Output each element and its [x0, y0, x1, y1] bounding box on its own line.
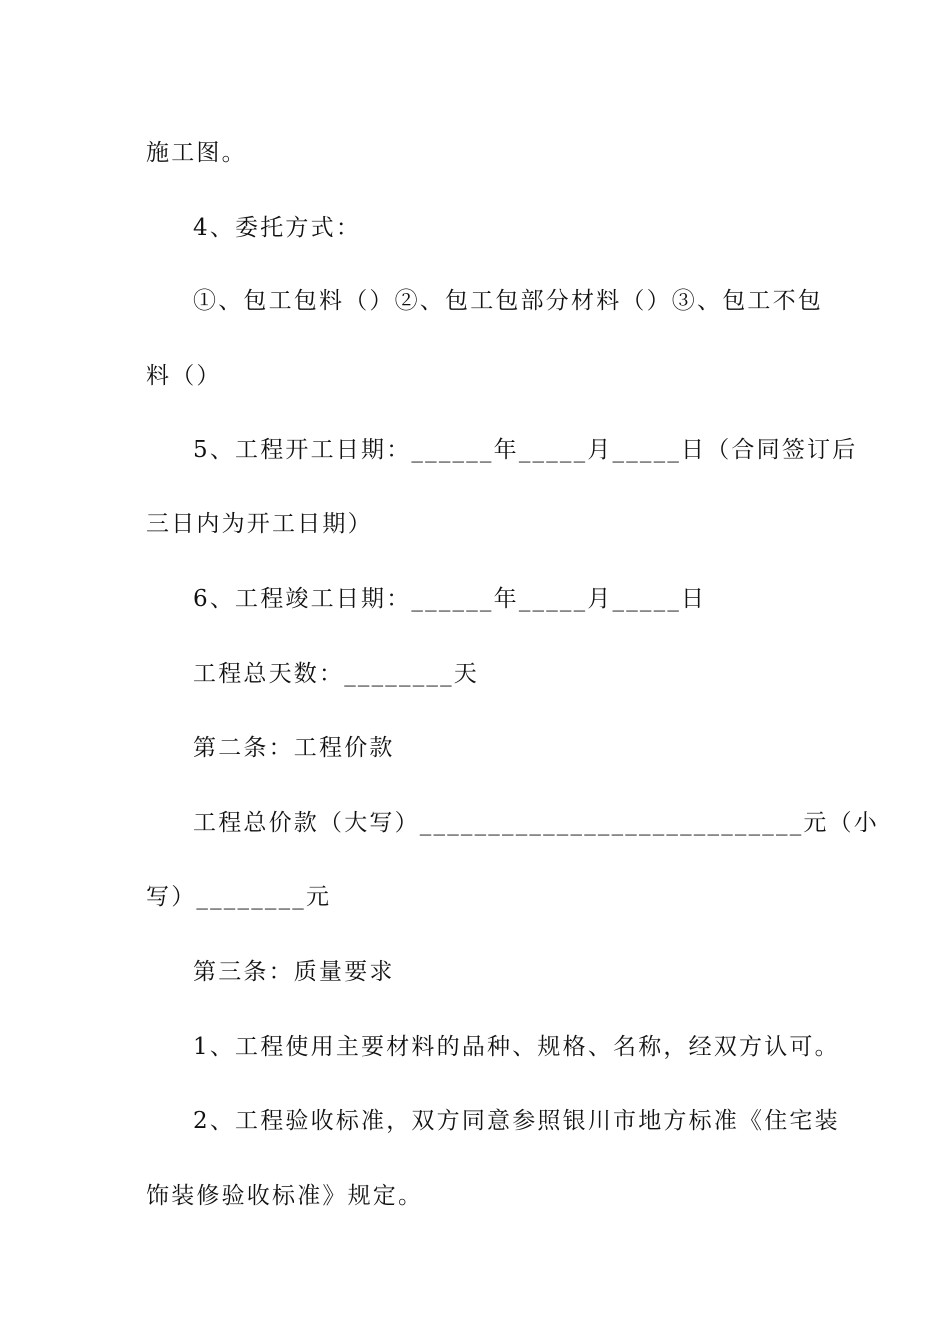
paragraph-line: 工程总价款（大写）____________________________元（小	[193, 810, 879, 836]
paragraph-line: 2、工程验收标准，双方同意参照银川市地方标准《住宅装	[193, 1108, 840, 1134]
section-heading: 第三条：质量要求	[193, 959, 395, 985]
paragraph-line: 5、工程开工日期：______年_____月_____日（合同签订后	[193, 437, 858, 463]
paragraph-line: 工程总天数：________天	[193, 661, 479, 687]
paragraph-line: 料（）	[146, 363, 222, 389]
paragraph-line: 三日内为开工日期）	[146, 511, 373, 537]
paragraph-line: 饰装修验收标准》规定。	[146, 1183, 424, 1209]
paragraph-line: 施工图。	[146, 140, 247, 166]
section-heading: 第二条：工程价款	[193, 735, 395, 761]
paragraph-line: 6、工程竣工日期：______年_____月_____日	[193, 586, 707, 612]
paragraph-line: 写）________元	[146, 884, 332, 910]
paragraph-line: 4、委托方式：	[193, 215, 362, 241]
paragraph-line: 1、工程使用主要材料的品种、规格、名称，经双方认可。	[193, 1034, 840, 1060]
paragraph-line: ①、包工包料（）②、包工包部分材料（）③、包工不包	[193, 288, 823, 314]
